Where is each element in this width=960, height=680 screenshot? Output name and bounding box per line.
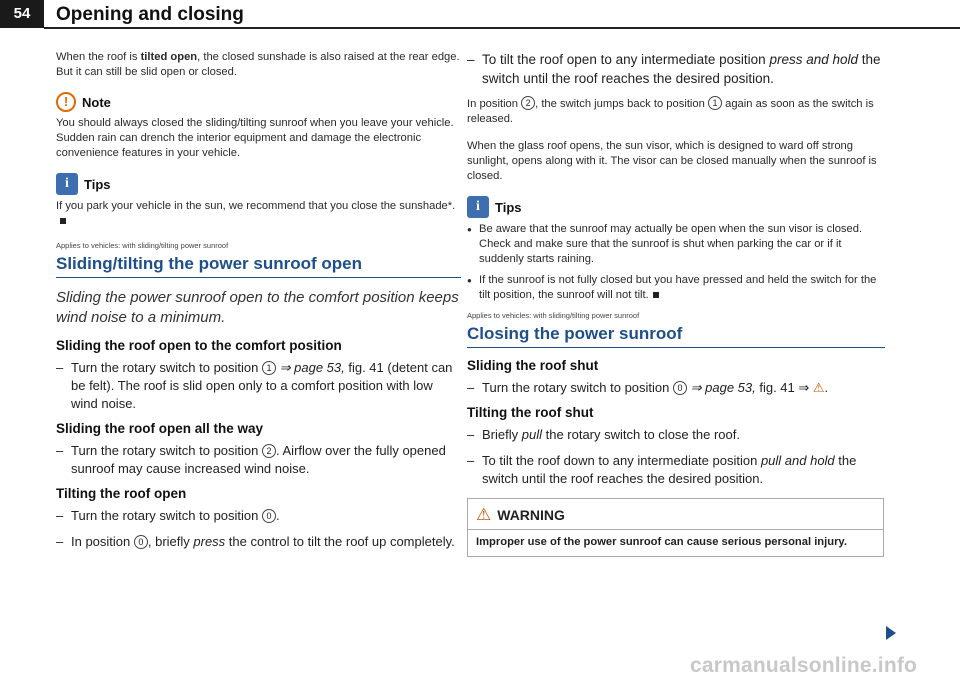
note-text: You should always closed the sliding/tilting sunroof when you leave your vehicle. Sudden rain can drench the interior equipment and damage the electronic convenience features in your vehicle. xyxy=(56,117,454,159)
step-item: – Briefly pull the rotary switch to close the roof. xyxy=(467,426,885,444)
left-column xyxy=(56,50,461,559)
position-number: 1 xyxy=(708,96,722,110)
subsection-title: Tilting the roof shut xyxy=(467,405,594,420)
tips-header xyxy=(56,173,461,195)
position-number: 0 xyxy=(262,509,276,523)
right-column xyxy=(467,50,885,557)
applies-to-note: Applies to vehicles: with sliding/tilting power sunroof xyxy=(467,311,640,320)
step-item: – To tilt the roof open to any intermediate position press and hold the switch until the roof reaches the desired position. xyxy=(467,50,885,88)
info-icon: i xyxy=(56,173,78,195)
continue-arrow-icon[interactable] xyxy=(886,626,896,640)
note-title: Note xyxy=(82,94,111,110)
tips-bullet: ● Be aware that the sunroof may actually be open when the sun visor is closed. Check and make sure that the sunroof is shut when parking the car or if it suddenly starts raining. xyxy=(467,222,885,267)
intro-paragraph: When the roof is tilted open, the closed sunshade is also raised at the rear edge. But it can still be slid open or closed. xyxy=(56,51,460,78)
position-number: 2 xyxy=(262,444,276,458)
tips-title: Tips xyxy=(495,199,522,215)
section-title: Sliding/tilting the power sunroof open xyxy=(56,254,461,278)
position-paragraph: In position 2 , the switch jumps back to position 1 again as soon as the switch is released. xyxy=(467,98,874,125)
intro-bold: tilted open xyxy=(140,51,198,63)
warning-title: WARNING xyxy=(497,507,565,523)
position-number: 0 xyxy=(673,381,687,395)
end-mark xyxy=(653,292,659,298)
warning-box xyxy=(467,498,884,557)
section-title: Closing the power sunroof xyxy=(467,324,885,348)
step-item: – In position 0 , briefly press the control to tilt the roof up completely. xyxy=(56,533,461,551)
caution-icon: ! xyxy=(56,92,76,112)
warning-reference-icon[interactable]: ⚠ xyxy=(812,380,825,395)
tips-title: Tips xyxy=(84,176,111,192)
position-number: 1 xyxy=(262,361,276,375)
applies-to-note: Applies to vehicles: with sliding/tilting power sunroof xyxy=(56,241,229,250)
step-item: – Turn the rotary switch to position 0 ⇒ page 53, fig. 41 ⇒ ⚠. xyxy=(467,379,885,397)
subsection-title: Sliding the roof open all the way xyxy=(56,421,264,436)
step-item: – To tilt the roof down to any intermediate position pull and hold the switch until the roof reaches the desired position. xyxy=(467,452,885,488)
watermark: carmanualsonline.info xyxy=(690,654,918,677)
info-icon: i xyxy=(467,196,489,218)
tips-bullet: ● If the sunroof is not fully closed but you have pressed and held the switch for the tilt position, the sunroof will not tilt. xyxy=(467,273,885,303)
step-item: – Turn the rotary switch to position 2 . Airflow over the fully opened sunroof may cause increased wind noise. xyxy=(56,442,461,478)
tips-text: If you park your vehicle in the sun, we recommend that you close the sunshade*. xyxy=(56,199,461,229)
subsection-title: Sliding the roof open to the comfort position xyxy=(56,338,342,353)
position-number: 2 xyxy=(521,96,535,110)
page-header-title: Opening and closing xyxy=(56,4,244,25)
note-header xyxy=(56,92,461,112)
page-number: 54 xyxy=(0,0,44,28)
page-reference-link[interactable]: ⇒ page 53, xyxy=(279,360,345,375)
warning-text: Improper use of the power sunroof can cause serious personal injury. xyxy=(468,529,883,556)
end-mark xyxy=(60,218,66,224)
warning-header xyxy=(468,499,883,529)
subsection-title: Sliding the roof shut xyxy=(467,358,599,373)
section-intro: Sliding the power sunroof open to the comfort position keeps wind noise to a minimum. xyxy=(56,289,459,326)
tips-header xyxy=(467,196,885,218)
sun-visor-paragraph: When the glass roof opens, the sun visor, which is designed to ward off strong sunlight, opens along with it. The visor can be closed manually when the sunroof is closed. xyxy=(467,140,877,182)
warning-triangle-icon: ⚠ xyxy=(476,505,492,524)
header-divider xyxy=(44,27,960,29)
step-item: – Turn the rotary switch to position 1 ⇒ page 53, fig. 41 (detent can be felt). The roof is slid open only to a comfort position with low wind noise. xyxy=(56,359,461,413)
position-number: 0 xyxy=(134,535,148,549)
step-item: – Turn the rotary switch to position 0 . xyxy=(56,507,461,525)
subsection-title: Tilting the roof open xyxy=(56,486,187,501)
page-reference-link[interactable]: ⇒ page 53, xyxy=(690,380,756,395)
